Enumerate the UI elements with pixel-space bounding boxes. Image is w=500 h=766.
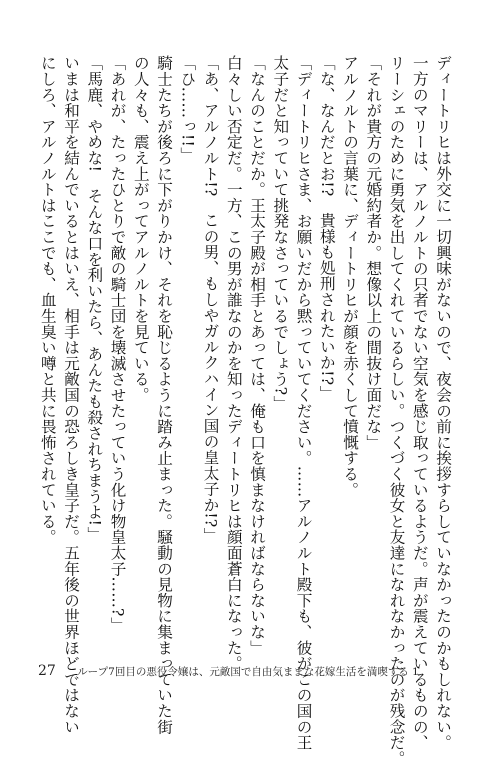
text-line: いまは和平を結んでいるとはいえ、相手は元敵国の恐ろしき皇子だ。五年後の世界ほどではない [62, 55, 80, 735]
text-line: 白々しい否定だ。一方、この男が誰なのかを知ったディートリヒは顔面蒼白になった。 [224, 55, 243, 672]
text-line: 「なんのことだか。王太子殿が相手とあっては、俺も口を慎まなければならないな」 [248, 55, 266, 656]
text-line: 「あ、アルノルト!? この男、もしやガルクハイン国の皇太子か!?」 [201, 55, 220, 544]
text-line: 「それが貴方の元婚約者か。想像以上の間抜け面だな」 [364, 55, 383, 450]
text-line: ディートリヒは外交に一切興味がないので、夜会の前に挨拶すらしていなかったのかもしれない。 [434, 55, 452, 751]
text-line: 「ディートリヒさま、お願いだから黙っていてください。……アルノルト殿下も、彼がこの国の王 [294, 55, 313, 751]
text-line: 太子だと知っていて挑発なさっているでしょう?」 [271, 55, 290, 412]
running-title: ループ7回目の悪役令嬢は、元敵国で自由気ままな花嫁生活を満喫する 1 [77, 666, 419, 678]
text-line: 「馬鹿、やめな! そんな口を利いたら、あんたも殺されちまうよ!」 [85, 55, 104, 542]
text-line: 騎士たちが後ろに下がりかけ、それを恥じるように踏み止まった。騒動の見物に集まっていた街 [155, 55, 173, 735]
text-line: 「あれが、たったひとりで敵の騎士団を壊滅させたっていう化け物皇太子……?」 [108, 55, 127, 633]
text-line: 「ひ……っ!!」 [178, 55, 197, 163]
text-line: リーシェのために勇気を出してくれているらしい。つくづく彼女と友達になれなかったのが残念だ。 [387, 55, 406, 766]
page-number: 27 [38, 663, 56, 679]
page-footer [38, 663, 419, 679]
text-line: の人々も、震え上がってアルノルトを見ている。 [131, 55, 150, 403]
text-line: 一方のマリーは、アルノルトの只者でない空気を感じ取っているようだ。声が震えているものの、 [410, 55, 429, 751]
text-line: にしろ、アルノルトはここでも、血生臭い噂と共に畏怖されている。 [38, 55, 57, 545]
text-line: 「な、なんだとお!? 貴様も処刑されたいか!?」 [317, 55, 336, 402]
text-line: アルノルトの言葉に、ディートリヒが顔を赤くして憤慨する。 [341, 55, 359, 498]
